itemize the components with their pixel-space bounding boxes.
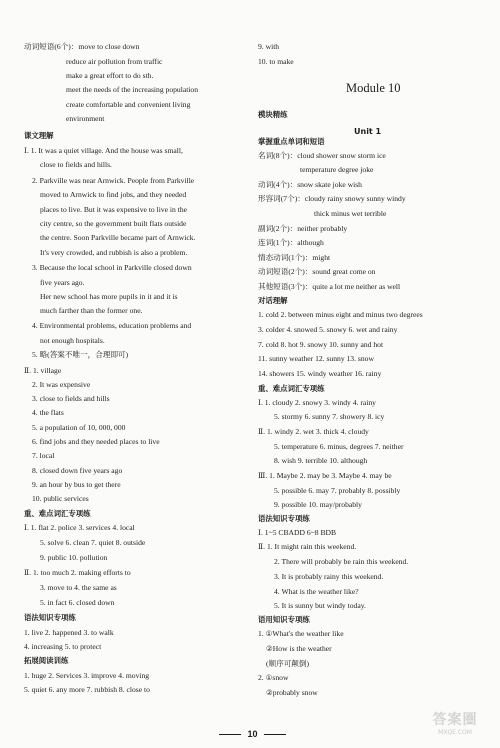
answer-line: much farther than the former one. (40, 306, 143, 315)
answer-line: 4. Environmental problems, education problems and (32, 321, 192, 330)
answer-line: 5. solve 6. clean 7. quiet 8. outside (40, 538, 146, 547)
section-heading: 掌握重点单词和短语 (258, 137, 325, 146)
answer-line: 3. It is probably rainy this weekend. (274, 572, 384, 581)
answer-line: Her new school has more pupils in it and it is (40, 292, 178, 301)
section-heading: 拓展阅读训练 (24, 656, 69, 665)
answer-line: 6. find jobs and they needed places to live (32, 437, 160, 446)
answer-line: 5. a population of 10, 000, 000 (32, 423, 126, 432)
page-footer (215, 729, 290, 739)
answer-line: not enough hospitals. (40, 336, 105, 345)
answer-line: 动词短语(2个)：sound great come on (258, 267, 376, 276)
answer-line: 3. close to fields and hills (32, 394, 110, 403)
unit-title: Unit 1 (354, 127, 382, 136)
answer-line: 7. cold 8. hot 9. snowy 10. sunny and hot (258, 340, 384, 349)
answer-line: It's very crowded, and rubbish is also a problem. (40, 248, 188, 257)
answer-line: 2. Parkville was near Arnwick. People from Parkville (32, 176, 195, 185)
answer-line: Ⅱ. 1. village (24, 366, 62, 375)
answer-line: Ⅰ. 1. cloudy 2. snowy 3. windy 4. rainy (258, 398, 376, 407)
answer-line: 5. possible 6. may 7. probably 8. possibly (274, 486, 401, 495)
answer-line: Ⅰ. 1. flat 2. police 3. services 4. local (24, 523, 135, 532)
answer-line: 形容词(7个)：cloudy rainy snowy sunny windy (258, 194, 406, 203)
answer-line: 副词(2个)：neither probably (258, 224, 348, 233)
answer-line: Ⅰ. 1~5 CBADD 6~8 BDB (258, 528, 337, 537)
answer-line: moved to Arnwick to find jobs, and they needed (40, 190, 187, 199)
answer-line: 3. colder 4. snowed 5. snowy 6. wet and rainy (258, 325, 398, 334)
answer-line: 9. with (258, 42, 280, 51)
answer-line: 7. local (32, 451, 55, 460)
answer-line: make a great effort to do sth. (66, 71, 154, 80)
section-heading: 重、难点词汇专项练 (258, 384, 325, 393)
section-heading: 语用知识专项练 (258, 615, 310, 624)
answer-line: 14. showers 15. windy weather 16. rainy (258, 369, 382, 378)
answer-line: 连词(1个)：although (258, 238, 324, 247)
answer-line: environment (66, 114, 105, 123)
answer-line: 5. quiet 6. any more 7. rubbish 8. close to (24, 685, 150, 694)
answer-line: 2. ①snow (258, 673, 289, 682)
page-number: 10 (247, 729, 258, 739)
answer-line: places to live. But it was expensive to live in the (40, 205, 187, 214)
section-heading: 重、难点词汇专项练 (24, 509, 91, 518)
answer-line: 5. It is sunny but windy today. (274, 601, 366, 610)
answer-line: ②How is the weather (266, 644, 332, 653)
answer-line: 动词短语(6个)：move to close down (24, 42, 140, 51)
answer-line: city centre, so the government built flats outside (40, 219, 187, 228)
answer-line: 10. public services (32, 494, 89, 503)
answer-line: 4. What is the weather like? (274, 587, 359, 596)
answer-line: 10. to make (258, 57, 294, 66)
answer-line: ②probably snow (266, 688, 318, 697)
answer-line: Ⅱ. 1. too much 2. making efforts to (24, 568, 131, 577)
section-heading: 语法知识专项练 (258, 514, 310, 523)
answer-line: 3. move to 4. the same as (40, 583, 117, 592)
answer-line: 情态动词(1个)：might (258, 253, 331, 262)
answer-line: Ⅱ. 1. windy 2. wet 3. thick 4. cloudy (258, 427, 369, 436)
footer-ornament-right (264, 734, 286, 735)
answer-line: (顺序可颠倒) (266, 659, 310, 668)
answer-line: 其他短语(3个)：quite a lot me neither as well (258, 282, 401, 291)
module-title: Module 10 (346, 81, 401, 95)
answer-line: 1. cold 2. between minus eight and minus two degrees (258, 310, 423, 319)
answer-line: 2. It was expensive (32, 380, 91, 389)
answer-line: 9. an hour by bus to get there (32, 480, 121, 489)
answer-line: 2. There will probably be rain this weekend. (274, 557, 409, 566)
answer-line: 名词(8个)：cloud shower snow storm ice (258, 151, 386, 160)
answer-line: Ⅲ. 1. Maybe 2. may be 3. Maybe 4. may be (258, 471, 392, 480)
answer-line: 8. closed down five years ago (32, 466, 123, 475)
answer-line: 8. wish 9. terrible 10. although (274, 456, 368, 465)
answer-line: 5. temperature 6. minus, degrees 7. neither (274, 442, 404, 451)
answer-line: 9. possible 10. may/probably (274, 500, 362, 509)
answer-line: 3. Because the local school in Parkville closed down (32, 263, 192, 272)
answer-line: reduce air pollution from traffic (66, 57, 163, 66)
answer-line: Ⅱ. 1. It might rain this weekend. (258, 542, 357, 551)
footer-ornament-left (219, 734, 241, 735)
answer-line: 5. stormy 6. sunny 7. showery 8. icy (274, 412, 385, 421)
answer-line: 5. in fact 6. closed down (40, 598, 115, 607)
answer-line: five years ago. (40, 278, 85, 287)
answer-line: 1. live 2. happened 3. to walk (24, 628, 114, 637)
answer-line: 9. public 10. pollution (40, 553, 108, 562)
answer-line: 5. 略(答案不唯一，合理即可) (32, 350, 129, 359)
answer-line: create comfortable and convenient living (66, 100, 191, 109)
answer-line: 4. increasing 5. to protect (24, 642, 102, 651)
answer-line: meet the needs of the increasing population (66, 85, 199, 94)
answer-line: 1. huge 2. Services 3. improve 4. moving (24, 671, 150, 680)
answer-line: 4. the flats (32, 408, 64, 417)
answer-line: 11. sunny weather 12. sunny 13. snow (258, 354, 374, 363)
section-heading: 语法知识专项练 (24, 613, 76, 622)
answer-line: 动词(4个)：snow skate joke wish (258, 180, 362, 189)
answer-line: the centre. Soon Parkville became part of Arnwick. (40, 233, 196, 242)
answer-line: thick minus wet terrible (314, 209, 387, 218)
section-heading: 对话理解 (258, 296, 288, 305)
answer-line: temperature degree joke (300, 165, 374, 174)
answer-line: close to fields and hills. (40, 160, 112, 169)
section-heading: 模块精练 (258, 110, 288, 119)
answer-line: Ⅰ. 1. It was a quiet village. And the house was small, (24, 146, 183, 155)
watermark-logo: 答案圈 MXQE.COM (432, 712, 478, 736)
section-heading: 课文理解 (24, 131, 54, 140)
answer-line: 1. ①What's the weather like (258, 629, 344, 638)
